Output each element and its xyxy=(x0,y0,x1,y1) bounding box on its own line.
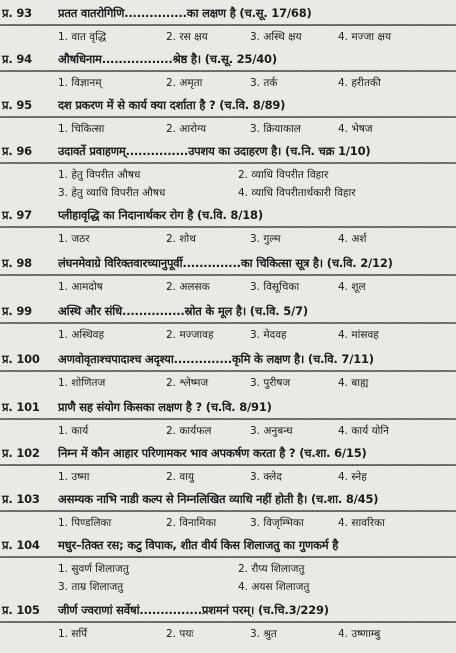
question-number: प्र. 105 xyxy=(2,603,40,617)
option: 3. विजृम्भिका xyxy=(250,517,304,529)
question-text: लंघनमेवाग्रे विरिक्तवारच्यानुपूर्वी..............का चिकित्सा सूत्र है। (च.वि. 2/12) xyxy=(58,256,393,270)
question-text: अणवोवृताश्चपादाश्च अदृश्या..............कृमि के लक्षण है। (च.वि. 7/11) xyxy=(58,352,374,366)
option: 1. विज्ञानम् xyxy=(58,77,102,89)
question-number: प्र. 102 xyxy=(2,446,40,460)
option: 4. भेषज xyxy=(338,123,373,135)
option: 3. अस्थि क्षय xyxy=(250,31,302,43)
option: 4. कार्य योनि xyxy=(338,425,389,437)
option: 3. विसूचिका xyxy=(250,281,300,293)
question-number: प्र. 95 xyxy=(2,98,32,112)
option: 2. व्याधि विपरीत विहार xyxy=(238,169,329,181)
option: 3. क्लेद xyxy=(250,471,282,483)
option: 1. कार्य xyxy=(58,425,89,437)
option: 2. रस क्षय xyxy=(166,31,208,43)
divider xyxy=(0,226,456,228)
option: 2. आरोग्य xyxy=(166,123,207,135)
question-text: प्राणै सह संयोग किसका लक्षण है ? (च.वि. 8/91) xyxy=(58,400,272,414)
divider xyxy=(0,70,456,72)
option: 1. शोणितज xyxy=(58,377,106,389)
question-number: प्र. 98 xyxy=(2,256,32,270)
divider xyxy=(0,510,456,512)
option: 2. मज्जावह xyxy=(166,329,214,341)
option: 4. उष्णाम्बु xyxy=(338,628,381,640)
question-text: औषधिनाम.................श्रेष्ठ है। (च.सू. 25/40) xyxy=(58,52,277,66)
question-text: निम्न में कौन आहार परिणामकर भाव अपकर्षण करता है ? (च.शा. 6/15) xyxy=(58,446,367,460)
option: 4. व्याधि विपरीतार्थकारी विहार xyxy=(238,187,356,199)
option: 4. बाह्य xyxy=(338,377,369,389)
option: 2. रौप्य शिलाजतु xyxy=(238,563,305,575)
divider xyxy=(0,418,456,420)
question-text: असम्यक नाभि नाडी कल्प से निम्नलिखित व्याधि नहीं होती है। (च.शा. 8/45) xyxy=(58,492,379,506)
option: 3. क्रियाकाल xyxy=(250,123,301,135)
option: 4. सावरिका xyxy=(338,517,385,529)
option: 1. चिकित्सा xyxy=(58,123,105,135)
question-text: जीर्ण ज्वराणां सर्वेषां...............प्रशमनं परम्। (च.चि.3/229) xyxy=(58,603,329,617)
option: 3. श्रुत xyxy=(250,628,277,640)
option: 2. अमृता xyxy=(166,77,203,89)
question-text: मधुर–तिक्त रस; कटु विपाक, शीत वीर्य किस शिलाजतु का गुणकर्म है xyxy=(58,538,339,552)
option: 1. उष्मा xyxy=(58,471,90,483)
question-number: प्र. 101 xyxy=(2,400,40,414)
divider xyxy=(0,274,456,276)
option: 1. वात वृद्धि xyxy=(58,31,107,43)
divider xyxy=(0,621,456,623)
question-text: दश प्रकरण में से कार्य क्या दर्शाता है ? (च.वि. 8/89) xyxy=(58,98,286,112)
option: 4. हरीतकी xyxy=(338,77,381,89)
option: 3. मेदवह xyxy=(250,329,287,341)
option: 1. सर्पि xyxy=(58,628,88,640)
option: 4. स्नेह xyxy=(338,471,367,483)
option: 4. अर्श xyxy=(338,233,367,245)
option: 4. मांसवह xyxy=(338,329,379,341)
option: 2. शोथ xyxy=(166,233,196,245)
question-number: प्र. 97 xyxy=(2,208,32,222)
divider xyxy=(0,556,456,558)
question-number: प्र. 103 xyxy=(2,492,40,506)
option: 2. श्लेष्मज xyxy=(166,377,209,389)
option: 2. पयः xyxy=(166,628,194,640)
question-text: अस्थि और संधि...............स्रोत के मूल है। (च.वि. 5/7) xyxy=(58,304,308,318)
divider xyxy=(0,464,456,466)
option: 4. मज्जा क्षय xyxy=(338,31,392,43)
option: 4. शूल xyxy=(338,281,366,293)
option: 3. गुल्म xyxy=(250,233,281,245)
option: 1. जठर xyxy=(58,233,90,245)
option: 1. पिण्डलिका xyxy=(58,517,112,529)
question-text: प्लीहावृद्धि का निदानार्थकर रोग है (च.वि. 8/18) xyxy=(58,208,263,222)
option: 3. हेतु व्याधि विपरीत औषध xyxy=(58,187,166,199)
option: 2. अलसक xyxy=(166,281,210,293)
divider xyxy=(0,116,456,118)
option: 1. हेतु विपरीत औषध xyxy=(58,169,141,181)
divider xyxy=(0,24,456,26)
option: 2. कार्यफल xyxy=(166,425,212,437)
question-number: प्र. 93 xyxy=(2,6,32,20)
option: 3. तर्क xyxy=(250,77,278,89)
question-number: प्र. 104 xyxy=(2,538,40,552)
question-number: प्र. 100 xyxy=(2,352,40,366)
question-number: प्र. 99 xyxy=(2,304,32,318)
option: 2. वायु xyxy=(166,471,195,483)
question-text: उदावर्ते प्रवाहणम्...............उपशय का उदाहरण है। (च.नि. चक्र 1/10) xyxy=(58,144,371,158)
option: 4. अयस शिलाजतु xyxy=(238,581,310,593)
divider xyxy=(0,370,456,372)
option: 3. पुरीषज xyxy=(250,377,291,389)
option: 3. ताम्र शिलाजतु xyxy=(58,581,124,593)
option: 3. अनुबन्ध xyxy=(250,425,293,437)
option: 1. अस्थिवह xyxy=(58,329,105,341)
divider xyxy=(0,162,456,164)
option: 1. सुवर्ण शिलाजतु xyxy=(58,563,129,575)
option: 2. विनामिका xyxy=(166,517,217,529)
question-number: प्र. 96 xyxy=(2,144,32,158)
question-text: प्रतत वातरोगिणि...............का लक्षण है (च.सू. 17/68) xyxy=(58,6,312,20)
divider xyxy=(0,322,456,324)
option: 1. आमदोष xyxy=(58,281,103,293)
question-number: प्र. 94 xyxy=(2,52,32,66)
